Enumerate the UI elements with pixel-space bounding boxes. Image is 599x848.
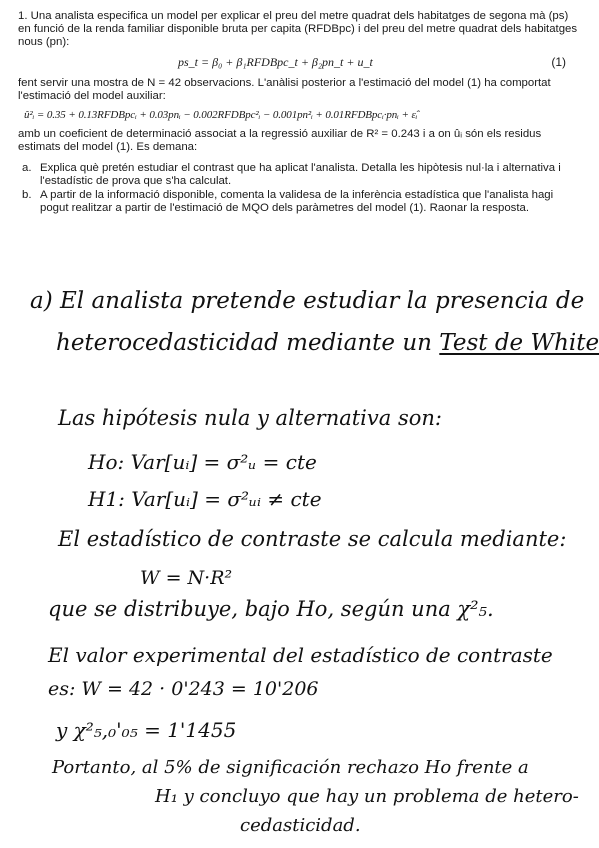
model-equation: ps_t = β₀ + β₁RFDBpc_t + β₂pn_t + u_t [178,55,373,69]
experimental-value-line-2: es: W = 42 · 0'243 = 10'206 [48,678,319,700]
hypotheses-intro: Las hipótesis nula y alternativa son: [58,406,442,430]
exercise-statement [18,10,580,216]
question-text: Explica què pretén estudiar el contrast que ha aplicat l'analista. Detalla les hipòtesis nul·la i alternativa i l'estadístic de prova que s'ha calculat. [40,162,561,187]
distribution-line: que se distribuye, bajo Ho, según una χ²₅. [48,597,494,621]
statement-after-model: fent servir una mostra de N = 42 observacions. L'anàlisi posterior a l'estimació del model (1) ha comportat l'estimació del model auxiliar: [18,77,551,102]
null-hypothesis: Ho: Var[uᵢ] = σ²ᵤ = cte [88,450,317,474]
answer-line-1: a) El analista pretende estudiar la presencia de [30,288,585,314]
model-equation-number: (1) [551,55,566,69]
question-list [18,162,580,215]
auxiliary-equation: û²ᵢ = 0.35 + 0.13RFDBpcᵢ + 0.03pnᵢ − 0.002RFDBpc²ᵢ − 0.001pn²ᵢ + 0.01RFDBpcᵢ·pnᵢ + ε̂ᵢ [24,109,418,121]
statement-intro: 1. Una analista especifica un model per explicar el preu del metre quadrat dels habitatges de segona mà (ps) en funció de la renda familiar disponible bruta per capita (RFDBpc) i del preu del metre quadrat dels habitatges nous (pn): [18,10,578,48]
answer-line-2 [56,330,599,356]
model-equation-row [18,55,580,71]
experimental-value-line-1: El valor experimental del estadístico de contraste [48,643,553,667]
conclusion-line-1: Portanto, al 5% de significación rechazo Ho frente a [52,757,529,778]
critical-value: y χ²₅,₀'₀₅ = 1'1455 [56,718,237,742]
conclusion-line-3: cedasticidad. [240,815,361,836]
question-text: A partir de la informació disponible, comenta la validesa de la inferència estadística que l'analista hagi pogut realitzar a partir de l'estimació de MQO dels paràmetres del model (1). Raonar la resposta. [40,189,554,214]
statistic-intro: El estadístico de contraste se calcula mediante: [58,527,567,551]
test-name: Test de White [439,330,599,356]
question-b [18,189,580,215]
statistic-formula: W = N·R² [140,567,233,589]
answer-line-2-main: heterocedasticidad mediante un [56,330,440,356]
question-a [18,162,580,188]
question-label: b. [22,189,32,201]
alternative-hypothesis: H1: Var[uᵢ] = σ²ᵤᵢ ≠ cte [88,487,322,511]
statement-after-aux: amb un coeficient de determinació associat a la regressió auxiliar de R² = 0.243 i a on ûᵢ són els residus estimats del model (1). Es demana: [18,128,542,153]
conclusion-line-2: H₁ y concluyo que hay un problema de hetero- [155,786,579,807]
question-label: a. [22,162,32,174]
